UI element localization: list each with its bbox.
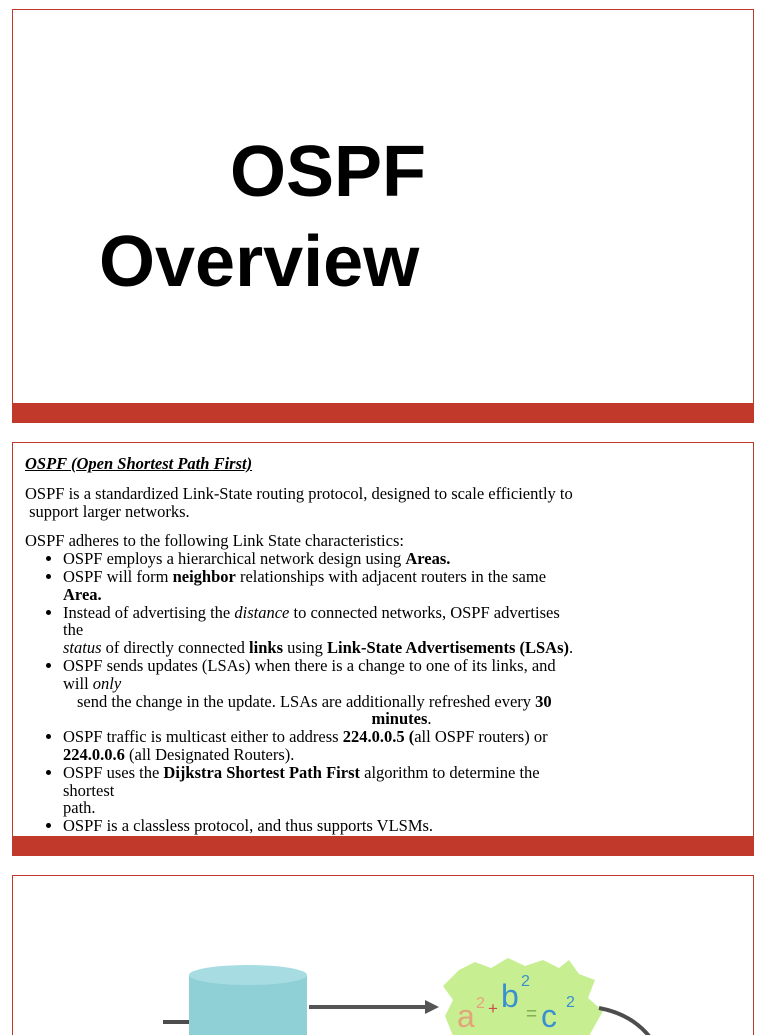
strong-text: 224.0.0.5 ( xyxy=(342,727,415,747)
list-item xyxy=(63,764,740,817)
list-item xyxy=(63,604,740,657)
emphasis-text: only xyxy=(92,673,122,693)
strong-text: 224.0.0.6 xyxy=(63,744,125,764)
list-item xyxy=(63,657,740,728)
slide-characteristics xyxy=(12,442,754,856)
text: using xyxy=(283,638,328,658)
title-line-overview: Overview xyxy=(99,222,420,302)
strong-text: links xyxy=(249,638,283,658)
curved-arrow-line xyxy=(599,1008,649,1035)
text: OSPF sends updates (LSAs) when there is a change to one of its links, and xyxy=(63,655,556,675)
text: . xyxy=(427,709,432,729)
strong-text: 30 xyxy=(535,691,552,711)
text: of directly connected xyxy=(101,638,250,658)
text: OSPF will form xyxy=(63,566,173,586)
title-line-ospf: OSPF xyxy=(230,132,427,212)
formula-exp-a: 2 xyxy=(476,995,485,1012)
list-item xyxy=(63,568,740,604)
list-item: • OSPF is a classless protocol, and thus supports VLSMs. xyxy=(63,817,740,835)
lead-text: OSPF adheres to the following Link State characteristics: xyxy=(25,531,404,551)
slide-footer-bar xyxy=(13,403,753,422)
slide-content xyxy=(25,455,740,837)
formula-c: c xyxy=(541,998,557,1034)
intro-paragraph xyxy=(25,485,740,521)
text: shortest xyxy=(63,780,115,800)
text: . xyxy=(569,638,574,658)
strong-text: Link-State Advertisements (LSAs) xyxy=(327,638,570,658)
slide-diagram xyxy=(12,875,754,1035)
emphasis-text: distance xyxy=(234,602,290,622)
formula-exp-b: 2 xyxy=(521,973,530,990)
strong-text: minutes xyxy=(371,709,428,729)
formula-plus: + xyxy=(488,999,498,1018)
strong-text: Area. xyxy=(63,584,102,604)
text: path. xyxy=(63,798,96,818)
text: relationships with adjacent routers in the same xyxy=(235,566,547,586)
arrow-head-icon xyxy=(425,1000,439,1014)
text: the xyxy=(63,620,84,640)
text: OSPF employs a hierarchical network design using xyxy=(63,549,406,569)
formula-a: a xyxy=(457,998,475,1034)
slide-footer-bar xyxy=(13,836,753,855)
characteristics-list xyxy=(25,550,740,835)
intro-line: support larger networks. xyxy=(25,501,190,521)
strong-text: neighbor xyxy=(172,566,236,586)
text: will xyxy=(63,673,93,693)
formula-b: b xyxy=(501,978,519,1014)
formula-equals: = xyxy=(526,1004,538,1025)
formula-exp-c: 2 xyxy=(566,994,575,1011)
diagram-svg xyxy=(13,876,754,1035)
text: all OSPF routers) or xyxy=(414,727,548,747)
text: OSPF traffic is multicast either to address xyxy=(63,727,343,747)
text: Instead of advertising the xyxy=(63,602,235,622)
strong-text: Dijkstra Shortest Path First xyxy=(163,762,361,782)
slide-title xyxy=(12,9,754,423)
text: send the change in the update. LSAs are additionally refreshed every xyxy=(77,691,536,711)
text: algorithm to determine the xyxy=(360,762,540,782)
list-item xyxy=(63,728,740,764)
intro-line: OSPF is a standardized Link-State routing protocol, designed to scale efficiently to xyxy=(25,483,573,503)
text: (all Designated Routers). xyxy=(124,744,295,764)
centered-line xyxy=(63,710,740,728)
indented-line xyxy=(63,693,740,711)
text: OSPF uses the xyxy=(63,762,164,782)
database-cylinder-top xyxy=(189,965,307,985)
emphasis-text: status xyxy=(63,638,102,658)
text: to connected networks, OSPF advertises xyxy=(289,602,560,622)
list-item xyxy=(63,550,740,568)
section-heading: OSPF (Open Shortest Path First) xyxy=(25,455,253,473)
strong-text: Areas. xyxy=(405,549,451,569)
